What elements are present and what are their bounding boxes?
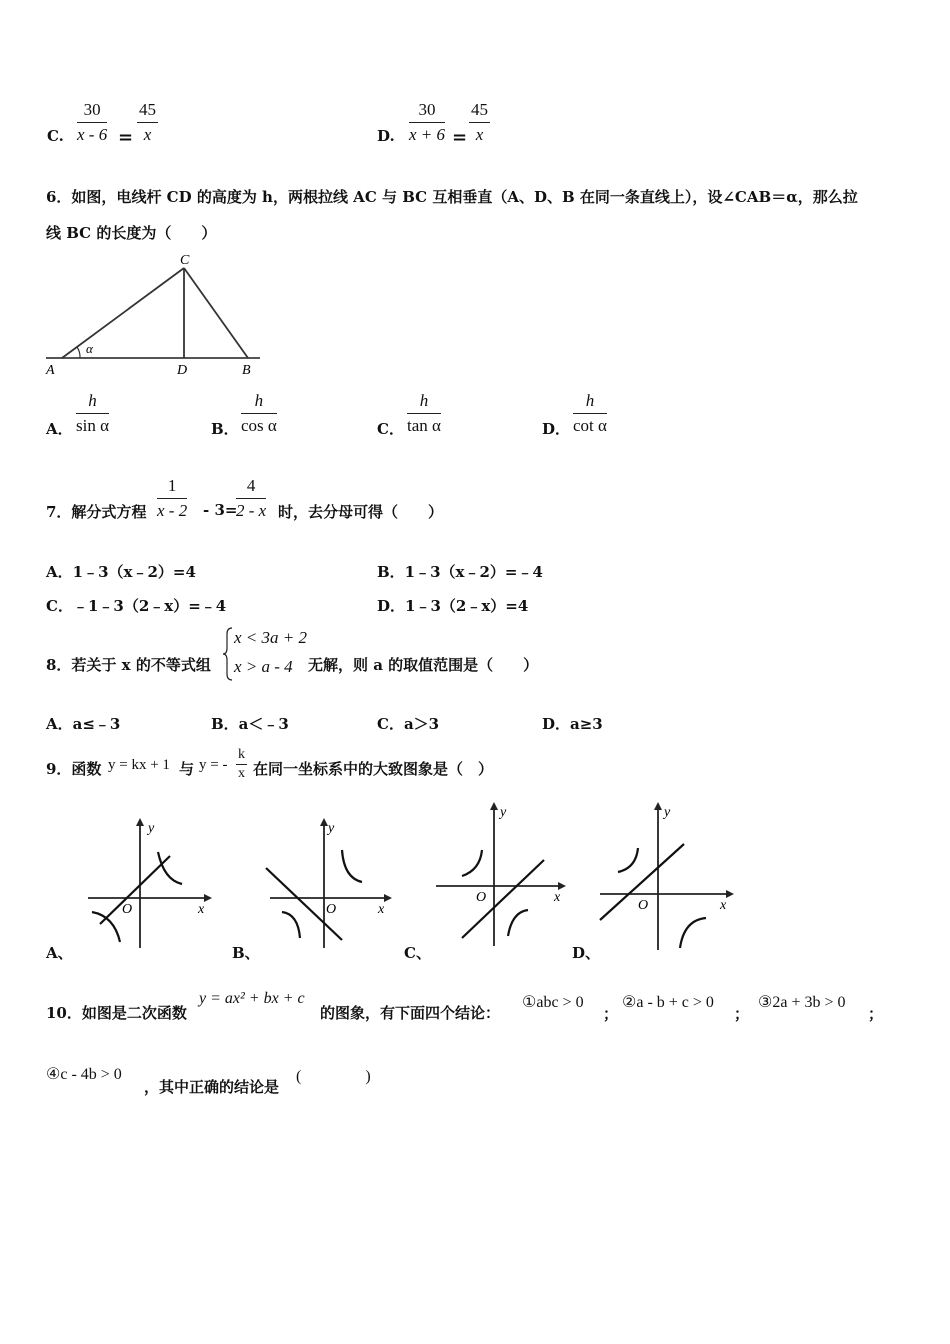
q7-option-d: D．1﹣3（2﹣x）=4 xyxy=(377,597,529,615)
svg-text:x: x xyxy=(720,898,727,913)
q9-option-a: A、 xyxy=(46,944,73,962)
svg-text:y: y xyxy=(664,805,671,820)
brace-icon xyxy=(222,626,234,682)
line-bc xyxy=(184,268,248,358)
q8-option-c: C．a＞3 xyxy=(377,715,440,733)
function-1: y = kx + 1 xyxy=(108,757,170,773)
equals-sign: = xyxy=(452,127,468,148)
answer-paren: ( ) xyxy=(296,1068,371,1085)
q9-option-b: B、 xyxy=(232,944,260,962)
equals-sign: = xyxy=(118,127,134,148)
svg-text:y: y xyxy=(500,805,507,820)
fraction: h tan α xyxy=(407,391,441,435)
svg-text:x: x xyxy=(378,902,385,917)
q7-option-c: C．﹣1﹣3（2﹣x）=﹣4 xyxy=(46,597,227,615)
inequality-1: x < 3a + 2 xyxy=(234,628,307,647)
q8-option-a: A．a≤﹣3 xyxy=(46,715,121,733)
separator: ； xyxy=(868,1005,884,1023)
q9-mid: 与 xyxy=(179,760,195,778)
q9-graph-d xyxy=(598,800,740,950)
separator: ； xyxy=(603,1005,619,1023)
fraction: 45 x xyxy=(471,100,488,144)
label-alpha: α xyxy=(86,341,93,356)
angle-arc xyxy=(77,347,80,358)
conclusion-2: ②a - b + c > 0 xyxy=(622,994,714,1011)
function-2-lhs: y = - xyxy=(199,757,228,773)
q9-option-c: C、 xyxy=(404,944,431,962)
svg-text:x: x xyxy=(554,890,561,905)
q7-prefix: 7．解分式方程 xyxy=(46,503,147,521)
fraction: h cot α xyxy=(573,391,607,435)
option-label: D． xyxy=(542,420,571,438)
q9-prefix: 9．函数 xyxy=(46,760,102,778)
q9-graph-c xyxy=(432,800,572,950)
conclusion-1: ①abc > 0 xyxy=(522,994,584,1011)
q7-option-a: A．1﹣3（x﹣2）=4 xyxy=(46,563,196,581)
fraction: 1 x - 2 xyxy=(157,476,188,520)
line-ac xyxy=(62,268,184,358)
q6-stem-line1: 6．如图，电线杆 CD 的高度为 h，两根拉线 AC 与 BC 互相垂直（A、D、B 在同一条直线上），设∠CAB＝α，那么拉 xyxy=(46,188,858,206)
svg-text:O: O xyxy=(122,902,133,917)
q9-graph-a xyxy=(78,812,218,952)
q9-suffix: 在同一坐标系中的大致图象是（ ） xyxy=(253,760,494,778)
q7-option-b: B．1﹣3（x﹣2）=﹣4 xyxy=(377,563,543,581)
option-label: D. xyxy=(377,127,395,145)
conclusion-4: ④c - 4b > 0 xyxy=(46,1066,122,1083)
label-b: B xyxy=(242,363,251,378)
label-c: C xyxy=(180,253,190,268)
q9-graph-b xyxy=(262,812,402,952)
q8-option-b: B．a＜﹣3 xyxy=(211,715,289,733)
option-label: A． xyxy=(46,420,73,438)
q10-suffix: ，其中正确的结论是 xyxy=(144,1078,280,1096)
fraction: 45 x xyxy=(139,100,156,144)
q8-prefix: 8．若关于 x 的不等式组 xyxy=(46,656,211,674)
svg-text:O: O xyxy=(476,890,487,905)
q10-prefix: 10．如图是二次函数 xyxy=(46,1004,187,1022)
q10-mid: 的图象，有下面四个结论： xyxy=(320,1004,501,1022)
q7-mid: - 3= xyxy=(203,501,238,519)
label-d: D xyxy=(177,363,188,378)
svg-text:O: O xyxy=(326,902,337,917)
quadratic-function: y = ax² + bx + c xyxy=(199,990,305,1007)
fraction: 30 x - 6 xyxy=(77,100,108,144)
option-label: B． xyxy=(211,420,239,438)
option-label: C. xyxy=(47,127,64,145)
q6-triangle-figure xyxy=(44,250,264,380)
option-label: C． xyxy=(377,420,404,438)
q6-stem-line2: 线 BC 的长度为（ ） xyxy=(46,224,217,242)
q8-suffix: 无解，则 a 的取值范围是（ ） xyxy=(308,656,539,674)
label-a: A xyxy=(46,363,55,378)
q8-option-d: D．a≥3 xyxy=(542,715,603,733)
svg-text:y: y xyxy=(328,821,335,836)
fraction: 4 2 - x xyxy=(236,476,267,520)
fraction: h cos α xyxy=(241,391,277,435)
fraction: k x xyxy=(238,747,245,781)
fraction: 30 x + 6 xyxy=(409,100,446,144)
separator: ； xyxy=(734,1005,750,1023)
q9-option-d: D、 xyxy=(572,944,601,962)
svg-text:O: O xyxy=(638,898,649,913)
conclusion-3: ③2a + 3b > 0 xyxy=(758,994,846,1011)
svg-text:y: y xyxy=(148,821,155,836)
q7-suffix: 时，去分母可得（ ） xyxy=(278,503,444,521)
fraction: h sin α xyxy=(76,391,109,435)
inequality-2: x > a - 4 xyxy=(234,657,293,676)
svg-text:x: x xyxy=(198,902,205,917)
